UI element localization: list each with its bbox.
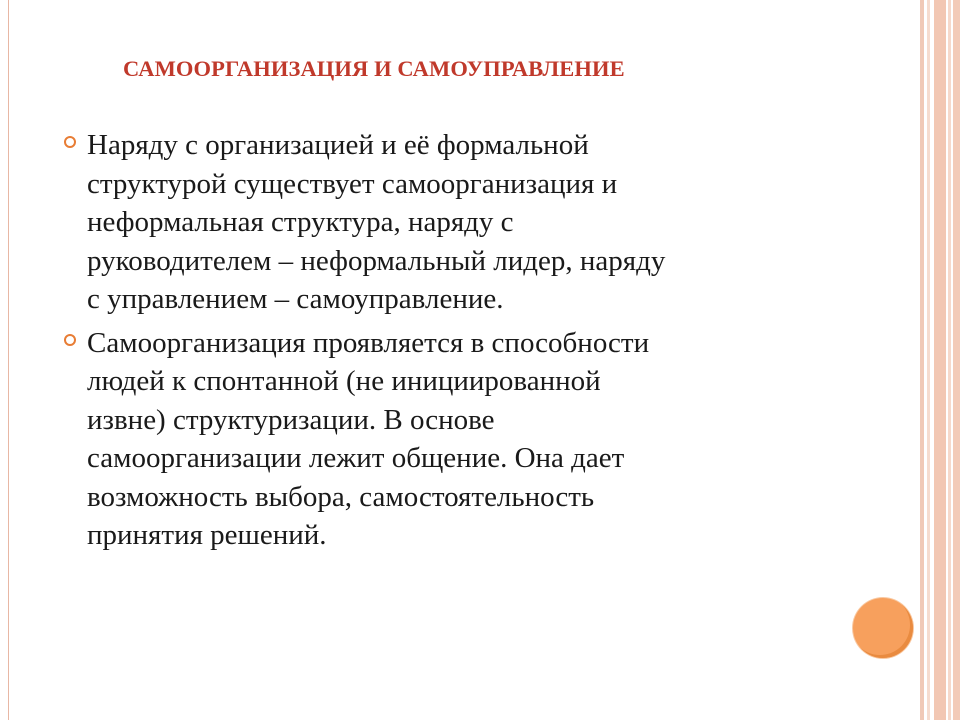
bullet-line: Самоорганизация проявляется в способности	[87, 326, 650, 359]
stripe	[934, 0, 946, 720]
orange-circle-icon	[853, 598, 913, 658]
bullet-line: с управлением – самоуправление.	[87, 283, 504, 315]
bullet-item-2	[64, 324, 844, 555]
bullet-line: структурой существует самоорганизация и	[87, 167, 618, 200]
bullet-line: принятия решений.	[87, 519, 327, 551]
stripe	[927, 0, 930, 720]
bullet-line: руководителем – неформальный лидер, наряду	[87, 244, 666, 277]
bullet-text	[87, 324, 844, 555]
bullet-line: людей к спонтанной (не инициированной	[87, 365, 601, 397]
stripe	[948, 0, 951, 720]
bullet-line: неформальная структура, наряду с	[87, 206, 514, 238]
bullet-circle-icon	[64, 136, 76, 148]
stripe	[920, 0, 924, 720]
stripe	[953, 0, 960, 720]
bullet-line: Наряду с организацией и её формальной	[87, 129, 589, 161]
bullet-line: самоорганизации лежит общение. Она дает	[87, 442, 625, 474]
bullet-item-1	[64, 126, 844, 319]
bullet-line: возможность выбора, самостоятельность	[87, 480, 595, 513]
slide-title: САМООРГАНИЗАЦИЯ И САМОУПРАВЛЕНИЕ	[123, 56, 625, 81]
bullet-circle-icon	[64, 334, 76, 346]
decorative-stripes	[920, 0, 960, 720]
bullet-line: извне) структуризации. В основе	[87, 403, 495, 436]
bullet-text	[87, 126, 844, 319]
bullet-list	[64, 126, 844, 560]
